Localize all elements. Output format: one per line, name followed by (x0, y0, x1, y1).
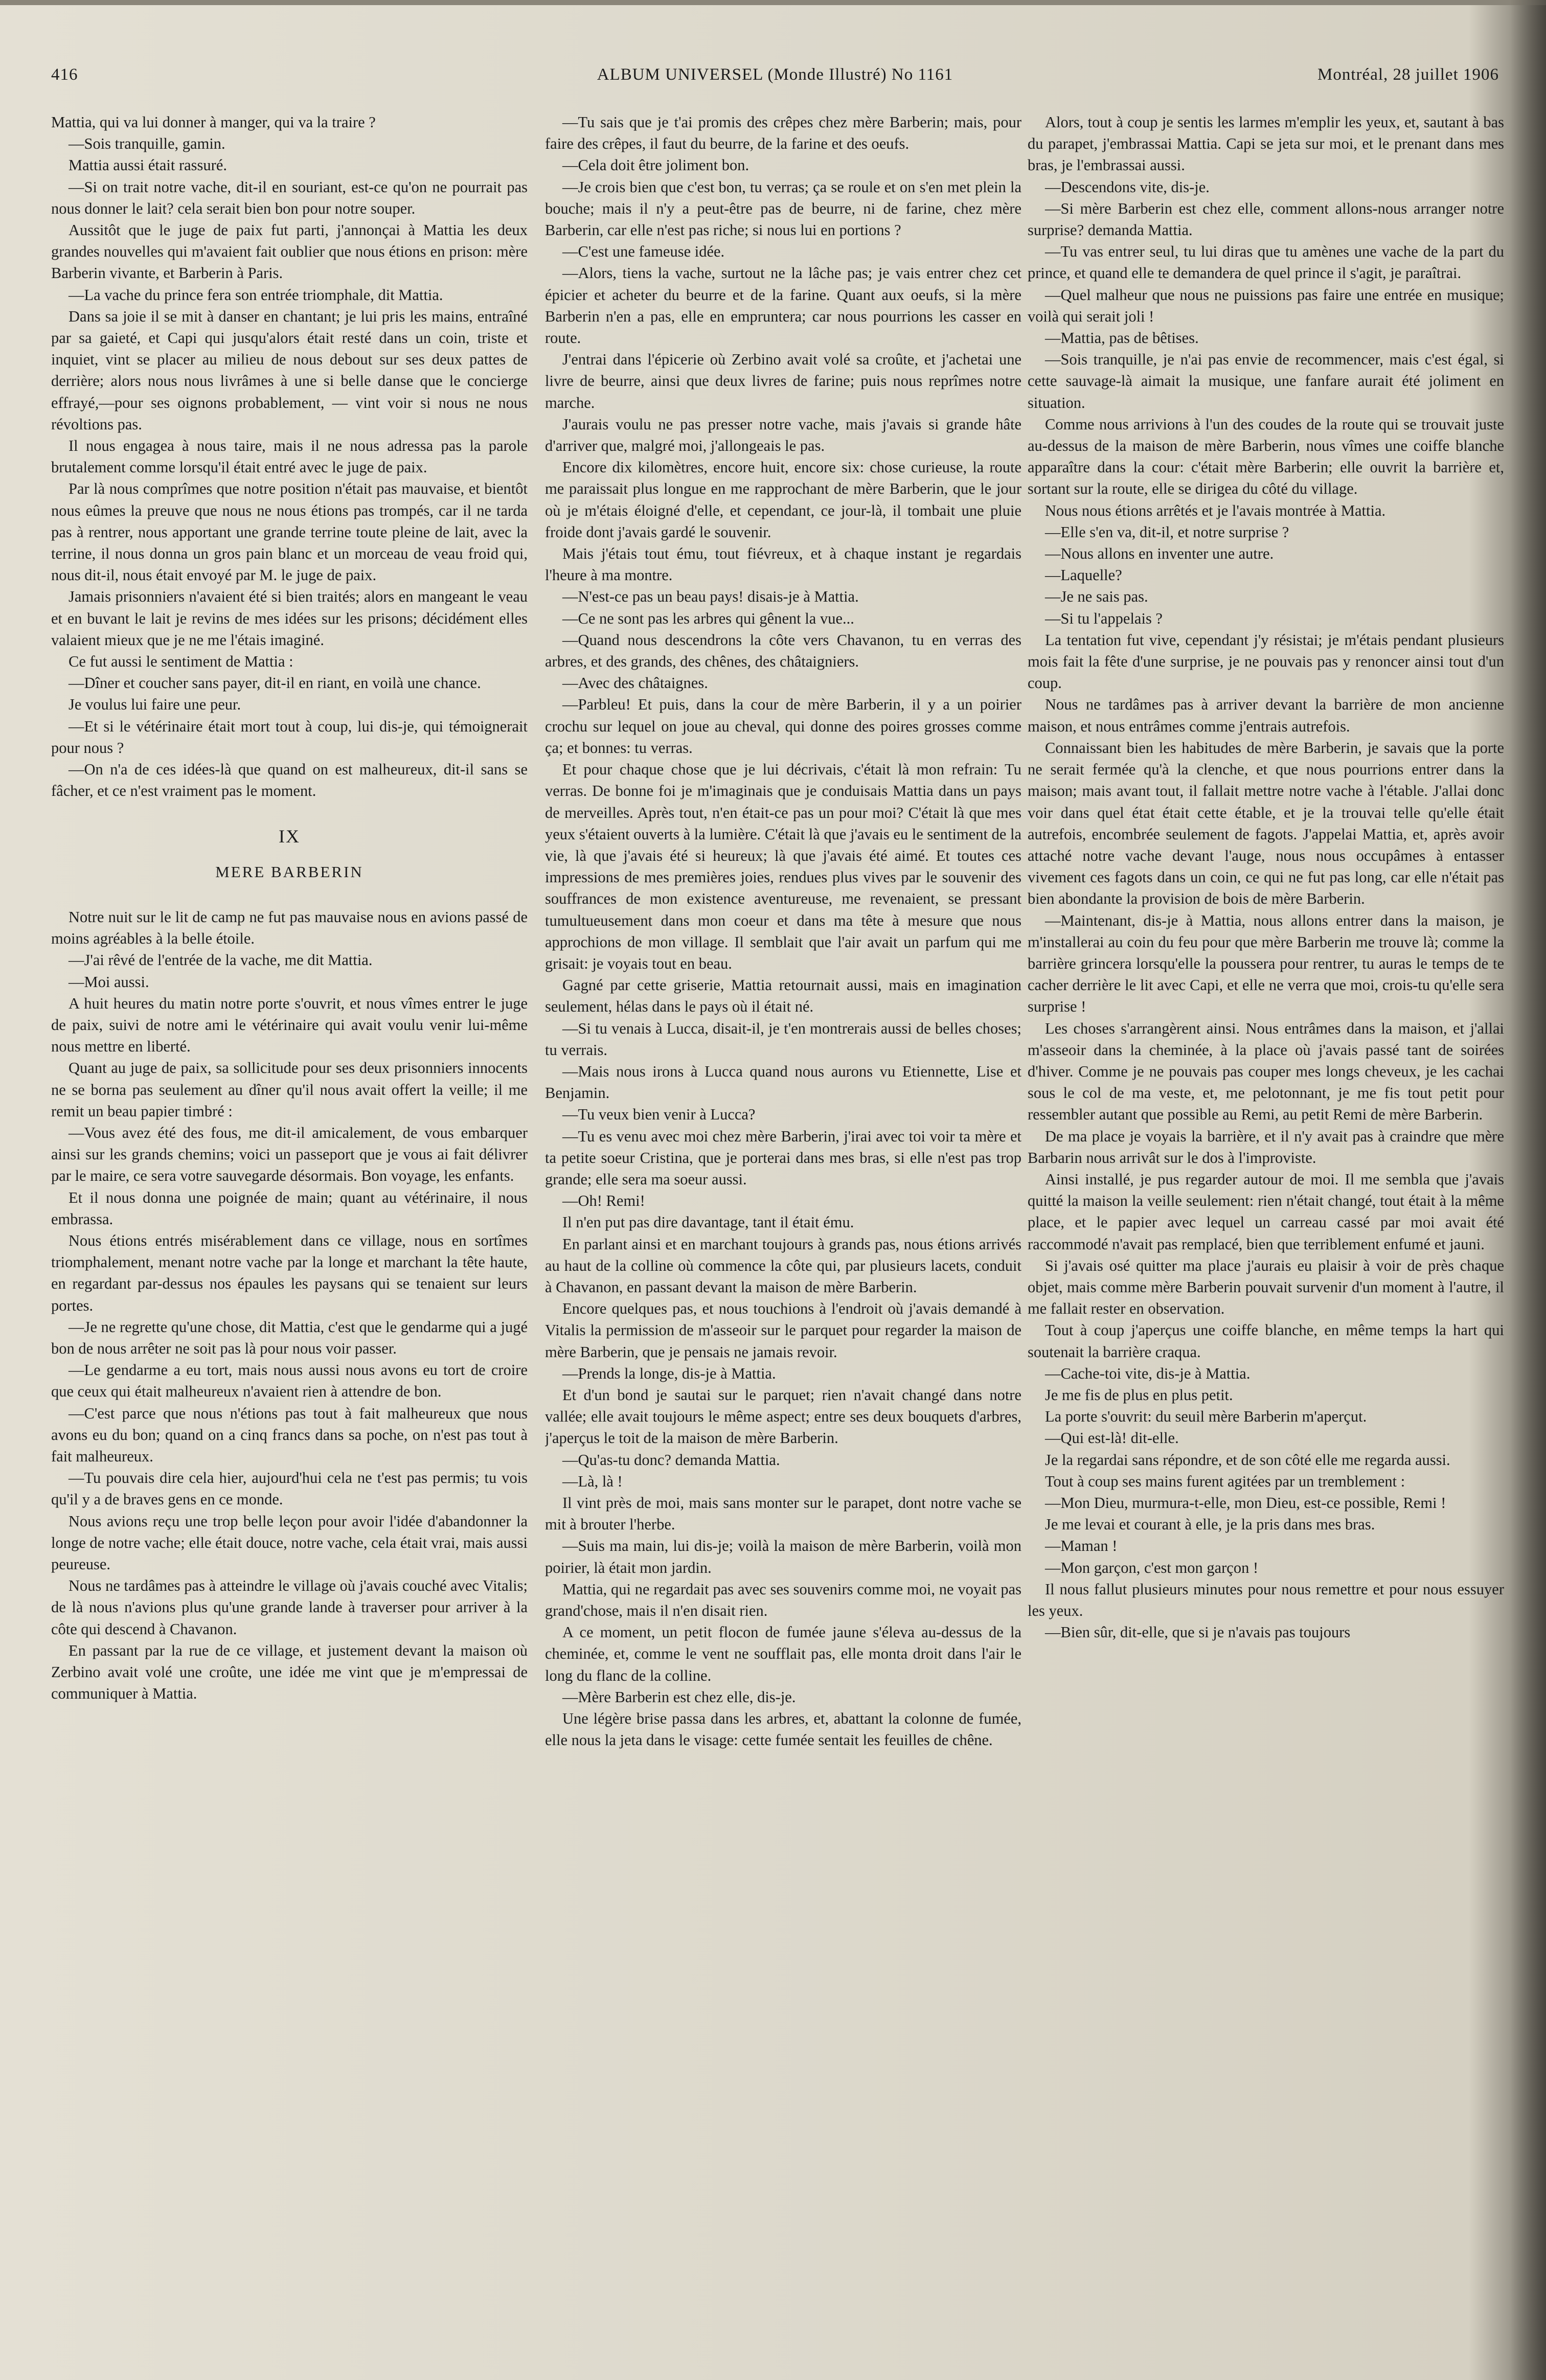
paragraph: Aussitôt que le juge de paix fut parti, j'annonçai à Mattia les deux grandes nouvelles qui m'avaient fait oublier que nous étions en prison: mère Barberin vivante, et Barberin à Paris. (51, 221, 528, 282)
top-rule (0, 0, 1546, 5)
paragraph: —Nous allons en inventer une autre. (1045, 545, 1274, 563)
paragraph: —Qu'as-tu donc? demanda Mattia. (562, 1451, 780, 1469)
page-header (51, 65, 1499, 91)
paragraph: —Moi aussi. (69, 973, 149, 991)
paragraph: J'aurais voulu ne pas presser notre vache, mais j'avais si grande hâte d'arriver que, malgré moi, j'allongeais le pas. (545, 415, 1021, 455)
column-2-text (545, 111, 1021, 1751)
paragraph: Ainsi installé, je pus regarder autour de moi. Il me sembla que j'avais quitté la maison la veille seulement: rien n'était changé, tout était à la même place, et le papier avec lequel un carreau cassé par moi avait été raccommodé n'avait pas remplacé, bien que terriblement enfumé et jauni. (1028, 1170, 1504, 1253)
paragraph: Je me levai et courant à elle, je la pris dans mes bras. (1045, 1516, 1375, 1534)
paragraph: —Bien sûr, dit-elle, que si je n'avais pas toujours (1045, 1623, 1351, 1641)
paragraph: —Parbleu! Et puis, dans la cour de mère Barberin, il y a un poirier crochu sur lequel on joue au cheval, qui donne des poires grosses comme ça; et bonnes: tu verras. (545, 696, 1021, 757)
paragraph: —Ce ne sont pas les arbres qui gênent la vue... (562, 609, 854, 627)
paragraph: —Alors, tiens la vache, surtout ne la lâche pas; je vais entrer chez cet épicier et acheter du beurre et de la farine. Quant aux oeufs, si la mère Barberin n'en a pas, elle en empruntera; car nous pourrions les casser en route. (545, 264, 1021, 347)
text-column-3 (1028, 111, 1504, 2371)
paragraph: Mattia, qui ne regardait pas avec ses souvenirs comme moi, ne voyait pas grand'chose, mais il n'en disait rien. (545, 1580, 1021, 1620)
publication-title: ALBUM UNIVERSEL (Monde Illustré) No 1161 (597, 65, 953, 84)
paragraph: —Si mère Barberin est chez elle, comment allons-nous arranger notre surprise? demanda Mattia. (1028, 199, 1504, 239)
paragraph: —Maman ! (1045, 1537, 1118, 1555)
paragraph: —Maintenant, dis-je à Mattia, nous allons entrer dans la maison, je m'installerai au coin du feu pour que mère Barberin me trouve là; comme la barrière grincera lorsqu'elle la poussera pour rentrer, tu auras le temps de te cacher derrière le lit avec Capi, et elle ne verra que moi, crois-tu qu'elle sera surprise ! (1028, 911, 1504, 1016)
paragraph: —Le gendarme a eu tort, mais nous aussi nous avons eu tort de croire que ceux qui était malheureux n'avaient rien à attendre de bon. (51, 1361, 528, 1401)
paragraph: En passant par la rue de ce village, et justement devant la maison où Zerbino avait volé une croûte, une idée me vint que je m'empressai de communiquer à Mattia. (51, 1641, 528, 1703)
paragraph: —Sois tranquille, gamin. (69, 135, 225, 153)
paragraph: Il vint près de moi, mais sans monter sur le parapet, dont notre vache se mit à brouter l'herbe. (545, 1494, 1021, 1534)
paragraph: —Quel malheur que nous ne puissions pas faire une entrée en musique; voilà qui serait joli ! (1028, 286, 1504, 325)
paragraph: Quant au juge de paix, sa sollicitude pour ses deux prisonniers innocents ne se borna pas seulement au dîner qu'il nous avait offert la veille; il me remit un beau papier timbré : (51, 1059, 528, 1120)
paragraph: Je la regardai sans répondre, et de son côté elle me regarda aussi. (1045, 1451, 1450, 1469)
paragraph: Mattia aussi était rassuré. (69, 156, 227, 174)
text-column-2 (545, 111, 1021, 2371)
paragraph: Et pour chaque chose que je lui décrivais, c'était là mon refrain: Tu verras. De bonne foi je m'imaginais que je conduisais Mattia dans un pays de merveilles. Après tout, n'en était-ce pas un pour moi? C'était là que mes yeux s'étaient ouverts à la lumière. C'était là que j'avais eu le sentiment de la vie, là que j'avais été si heureux; là que j'avais été aimé. Et toutes ces impressions de mes premières joies, rendues plus vives par le souvenir des souffrances de mon existence aventureuse, me revenaient, se pressant tumultueusement dans mon coeur et dans ma tête à mesure que nous approchions de mon village. Il semblait que l'air avait un parfum qui me grisait: je voyais tout en beau. (545, 761, 1021, 972)
paragraph: —Cache-toi vite, dis-je à Mattia. (1045, 1364, 1251, 1382)
paragraph: —Je ne regrette qu'une chose, dit Mattia, c'est que le gendarme qui a jugé bon de nous arrêter ne soit pas là pour nous voir passer. (51, 1318, 528, 1357)
paragraph: —C'est une fameuse idée. (562, 243, 725, 261)
paragraph: —C'est parce que nous n'étions pas tout à fait malheureux que nous avons eu du bon; quand on a cinq francs dans sa poche, on n'est pas tout à fait malheureux. (51, 1404, 528, 1465)
paragraph: Tout à coup ses mains furent agitées par un tremblement : (1045, 1472, 1405, 1490)
paragraph: —Dîner et coucher sans payer, dit-il en riant, en voilà une chance. (69, 674, 481, 692)
paragraph: —Oh! Remi! (562, 1192, 645, 1210)
paragraph: Nous nous étions arrêtés et je l'avais montrée à Mattia. (1045, 501, 1386, 519)
paragraph: —Si tu venais à Lucca, disait-il, je t'en montrerais aussi de belles choses; tu verrais. (545, 1019, 1021, 1059)
paragraph: —Vous avez été des fous, me dit-il amicalement, de vous embarquer ainsi sur les grands chemins; voici un passeport que je vous ai fait délivrer par le maire, ce sera votre sauvegarde désormais. Bon voyage, les enfants. (51, 1124, 528, 1185)
paragraph: Encore dix kilomètres, encore huit, encore six: chose curieuse, la route me paraissait plus longue en me rapprochant de mère Barberin, que le jour où je m'étais éloigné d'elle, et cependant, ce jour-là, il tombait une pluie froide dont j'avais gardé le souvenir. (545, 459, 1021, 541)
paragraph: —Mère Barberin est chez elle, dis-je. (562, 1688, 796, 1706)
paragraph: De ma place je voyais la barrière, et il n'y avait pas à craindre que mère Barbarin nous arrivât sur le dos à l'improviste. (1028, 1127, 1504, 1166)
chapter-number: IX (279, 826, 300, 846)
paragraph: —Prends la longe, dis-je à Mattia. (562, 1364, 776, 1382)
paragraph: Comme nous arrivions à l'un des coudes de la route qui se trouvait juste au-dessus de la maison de mère Barberin, nous vîmes une coiffe blanche apparaître dans la cour: c'était mère Barberin; elle ouvrit la barrière et, sortant sur la route, elle se dirigea du côté du village. (1028, 415, 1504, 498)
paragraph: Dans sa joie il se mit à danser en chantant; je lui pris les mains, entraîné par sa gaieté, et Capi qui jusqu'alors était resté dans un coin, triste et inquiet, vint se placer au milieu de nous debout sur ses deux pattes de derrière; alors nous nous livrâmes à une si belle danse que le concierge effrayé,—pour ses oignons probablement, — vint voir si nous ne nous révoltions pas. (51, 307, 528, 433)
paragraph: En parlant ainsi et en marchant toujours à grands pas, nous étions arrivés au haut de la colline où commence la côte qui, par plusieurs lacets, conduit à Chavanon, en passant devant la maison de mère Barberin. (545, 1235, 1021, 1296)
paragraph: Nous avions reçu une trop belle leçon pour avoir l'idée d'abandonner la longe de notre vache; elle était douce, notre vache, cela était vrai, mais aussi peureuse. (51, 1512, 528, 1573)
paragraph: —J'ai rêvé de l'entrée de la vache, me dit Mattia. (69, 951, 373, 969)
paragraph: Connaissant bien les habitudes de mère Barberin, je savais que la porte ne serait fermée qu'à la clenche, et que nous pourrions entrer dans la maison; mais avant tout, il fallait mettre notre vache à l'étable. J'allai donc voir dans quel état était cette étable, et je la trouvai telle qu'elle était autrefois, encombrée seulement de fagots. J'appelai Mattia, et, après avoir attaché notre vache devant l'auge, nous nous occupâmes à entasser vivement ces fagots dans un coin, ce qui ne fut pas long, car elle n'était pas bien abondante la provision de bois de mère Barberin. (1028, 739, 1504, 908)
paragraph: —Si tu l'appelais ? (1045, 609, 1163, 627)
paragraph: —Tu sais que je t'ai promis des crêpes chez mère Barberin; mais, pour faire des crêpes, il faut du beurre, de la farine et des oeufs. (545, 113, 1021, 153)
paragraph: —Qui est-là! dit-elle. (1045, 1429, 1179, 1447)
paragraph: Notre nuit sur le lit de camp ne fut pas mauvaise nous en avions passé de moins agréables à la belle étoile. (51, 908, 528, 948)
paragraph: —Quand nous descendrons la côte vers Chavanon, tu en verras des arbres, et des grands, des chênes, des châtaigniers. (545, 631, 1021, 671)
paragraph: —Laquelle? (1045, 566, 1122, 584)
paragraph: —Mon garçon, c'est mon garçon ! (1045, 1559, 1259, 1576)
paragraph: J'entrai dans l'épicerie où Zerbino avait volé sa croûte, et j'achetai une livre de beurre, ainsi que deux livres de farine; puis nous reprîmes notre marche. (545, 351, 1021, 411)
paragraph: A ce moment, un petit flocon de fumée jaune s'éleva au-dessus de la cheminée, et, comme le vent ne soufflait pas, elle monta droit dans l'air le long du flanc de la colline. (545, 1623, 1021, 1684)
paragraph: —Si on trait notre vache, dit-il en souriant, est-ce qu'on ne pourrait pas nous donner le lait? cela serait bien bon pour notre souper. (51, 178, 528, 217)
paragraph: Je voulus lui faire une peur. (69, 696, 241, 714)
paragraph: Une légère brise passa dans les arbres, et, abattant la colonne de fumée, elle nous la jeta dans le visage: cette fumée sentait les feuilles de chêne. (545, 1710, 1021, 1749)
paragraph: —Et si le vétérinaire était mort tout à coup, lui dis-je, qui témoignerait pour nous ? (51, 717, 528, 757)
paragraph: Mais j'étais tout ému, tout fiévreux, et à chaque instant je regardais l'heure à ma montre. (545, 545, 1021, 584)
paragraph: —Je ne sais pas. (1045, 588, 1148, 606)
paragraph: Par là nous comprîmes que notre position n'était pas mauvaise, et bientôt nous eûmes la preuve que nous ne nous étions pas trompés, car il ne tarda pas à rentrer, nous apportant une grande terrine toute pleine de lait, avec la terrine, il nous donna un gros pain blanc et un morceau de veau froid qui, nous dit-il, nous était envoyé par M. le juge de paix. (51, 480, 528, 584)
paragraph: Nous ne tardâmes pas à arriver devant la barrière de mon ancienne maison, et nous entrâmes comme j'entrais autrefois. (1028, 696, 1504, 735)
paragraph: —Tu pouvais dire cela hier, aujourd'hui cela ne t'est pas permis; tu vois qu'il y a de braves gens en ce monde. (51, 1469, 528, 1508)
paragraph: —Là, là ! (562, 1472, 623, 1490)
paragraph: —Tu veux bien venir à Lucca? (562, 1106, 756, 1124)
paragraph: Encore quelques pas, et nous touchions à l'endroit où j'avais demandé à Vitalis la permission de m'asseoir sur le parquet pour regarder la maison de mère Barberin, que je pensais ne jamais revoir. (545, 1300, 1021, 1361)
paragraph: Ce fut aussi le sentiment de Mattia : (69, 653, 293, 671)
paragraph: —Sois tranquille, je n'ai pas envie de recommencer, mais c'est égal, si cette sauvage-là aimait la musique, une fanfare aurait été joliment en situation. (1028, 351, 1504, 411)
paragraph: Il n'en put pas dire davantage, tant il était ému. (562, 1214, 854, 1231)
paragraph: —Elle s'en va, dit-il, et notre surprise ? (1045, 523, 1289, 541)
paragraph: —Cela doit être joliment bon. (562, 156, 749, 174)
paragraph: Il nous fallut plusieurs minutes pour nous remettre et pour nous essuyer les yeux. (1028, 1580, 1504, 1620)
binding-edge-shadow (1510, 0, 1546, 2380)
paragraph: Il nous engagea à nous taire, mais il ne nous adressa pas la parole brutalement comme lorsqu'il était entré avec le juge de paix. (51, 437, 528, 476)
paragraph: —Suis ma main, lui dis-je; voilà la maison de mère Barberin, voilà mon poirier, là était mon jardin. (545, 1537, 1021, 1576)
paragraph: Gagné par cette griserie, Mattia retournait aussi, mais en imagination seulement, hélas dans le pays où il était né. (545, 976, 1021, 1016)
paragraph: Nous ne tardâmes pas à atteindre le village où j'avais couché avec Vitalis; de là nous n'avions plus qu'une grande lande à traverser pour arriver à la côte qui descend à Chavanon. (51, 1577, 528, 1638)
paragraph: Si j'avais osé quitter ma place j'aurais eu plaisir à voir de près chaque objet, mais comme mère Barberin pouvait survenir d'un moment à l'autre, il me fallait rester en observation. (1028, 1256, 1504, 1318)
column-1-text-after-chapter (51, 906, 528, 1705)
text-column-1 (51, 111, 528, 2371)
paragraph: A huit heures du matin notre porte s'ouvrit, et nous vîmes entrer le juge de paix, suivi de notre ami le vétérinaire qui avait voulu venir lui-même nous mettre en liberté. (51, 994, 528, 1056)
paragraph: La tentation fut vive, cependant j'y résistai; je m'étais pendant plusieurs mois fait la fête d'une surprise, je ne pouvais pas y renoncer ainsi tout d'un coup. (1028, 631, 1504, 692)
paragraph: Nous étions entrés misérablement dans ce village, nous en sortîmes triomphalement, menant notre vache par la longe et marchant la tête haute, en regardant par-dessus nos épaules les paysans qui se tenaient sur leurs portes. (51, 1231, 528, 1314)
paragraph: —La vache du prince fera son entrée triomphale, dit Mattia. (69, 286, 443, 304)
paragraph: —Mais nous irons à Lucca quand nous aurons vu Etiennette, Lise et Benjamin. (545, 1062, 1021, 1102)
paragraph: Jamais prisonniers n'avaient été si bien traités; alors en mangeant le veau et en buvant le lait je revins de mes idées sur les prisons; décidément elles valaient mieux que je ne me l'étais imaginé. (51, 588, 528, 649)
paragraph: —Tu es venu avec moi chez mère Barberin, j'irai avec toi voir ta mère et ta petite soeur Cristina, que je porterai dans mes bras, si elle n'est pas trop grande; elle sera ma soeur aussi. (545, 1127, 1021, 1188)
paragraph: —On n'a de ces idées-là que quand on est malheureux, dit-il sans se fâcher, et ce n'est vraiment pas le moment. (51, 761, 528, 800)
paragraph: Je me fis de plus en plus petit. (1045, 1386, 1233, 1404)
chapter-title: MERE BARBERIN (215, 862, 363, 881)
paragraph: —Tu vas entrer seul, tu lui diras que tu amènes une vache de la part du prince, et quand elle te demandera de quel prince il s'agit, je paraîtrai. (1028, 243, 1504, 282)
paragraph: —Mon Dieu, murmura-t-elle, mon Dieu, est-ce possible, Remi ! (1045, 1494, 1446, 1512)
paragraph: Et il nous donna une poignée de main; quant au vétérinaire, il nous embrassa. (51, 1188, 528, 1228)
column-1-text-before-chapter (51, 111, 528, 802)
paragraph: —Avec des châtaignes. (562, 674, 708, 692)
paragraph: —Je crois bien que c'est bon, tu verras; ça se roule et on s'en met plein la bouche; mais il n'y a peut-être pas de beurre, ni de farine, chez mère Barberin, car elle n'est pas riche; si nous lui en portions ? (545, 178, 1021, 239)
paragraph: —N'est-ce pas un beau pays! disais-je à Mattia. (562, 588, 859, 606)
paragraph: —Descendons vite, dis-je. (1045, 178, 1210, 196)
paragraph: Et d'un bond je sautai sur le parquet; rien n'avait changé dans notre vallée; elle avait toujours le même aspect; entre ses deux bouquets d'arbres, j'aperçus le toit de la maison de mère Barberin. (545, 1386, 1021, 1447)
paragraph: —Mattia, pas de bêtises. (1045, 329, 1199, 347)
column-3-text (1028, 111, 1504, 1643)
page-number: 416 (51, 65, 78, 84)
paragraph: Les choses s'arrangèrent ainsi. Nous entrâmes dans la maison, et j'allai m'asseoir dans la cheminée, à la place où j'avais passé tant de soirées d'hiver. Comme je ne pouvais pas couper mes longs cheveux, je les cachai sous le col de ma veste, et, me pelotonnant, je me fis tout petit pour ressembler autant que possible au Remi, au petit Remi de mère Barberin. (1028, 1019, 1504, 1124)
paragraph: Tout à coup j'aperçus une coiffe blanche, en même temps la hart qui soutenait la barrière craqua. (1028, 1321, 1504, 1361)
issue-date: Montréal, 28 juillet 1906 (1317, 65, 1499, 84)
paragraph: La porte s'ouvrit: du seuil mère Barberin m'aperçut. (1045, 1408, 1367, 1426)
paragraph: Mattia, qui va lui donner à manger, qui va la traire ? (51, 113, 376, 131)
paragraph: Alors, tout à coup je sentis les larmes m'emplir les yeux, et, sautant à bas du parapet, j'embrassai Mattia. Capi se jeta sur moi, et le prenant dans mes bras, je l'embrassai aussi. (1028, 113, 1504, 174)
